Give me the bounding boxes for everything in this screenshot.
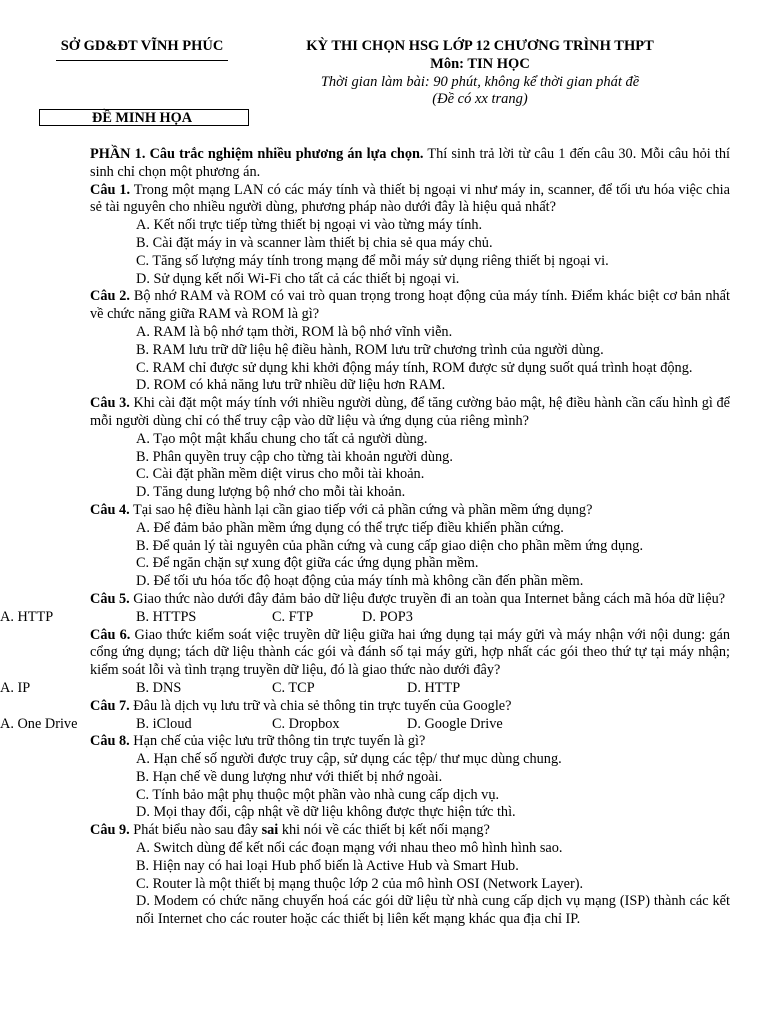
exam-content: [0, 146, 730, 929]
inline-options: [0, 609, 730, 627]
option: A. Để đảm bảo phần mềm ứng dụng có thể trực tiếp điều khiển phần cứng.: [136, 519, 564, 536]
question-label: Câu 8.: [90, 733, 130, 750]
question-text: Đâu là dịch vụ lưu trữ và chia sẻ thông tin trực tuyến của Google?: [129, 697, 512, 714]
part1-title: PHẦN 1. Câu trắc nghiệm nhiều phương án lựa chọn.: [90, 146, 424, 162]
question-text: Trong một mạng LAN có các máy tính và thiết bị ngoại vi như máy in, scanner, để tối ưu hóa việc chia sẻ tài nguyên cho nhiều người dùng, phương pháp nào dưới đây là hiệu quả nhất?: [90, 181, 730, 216]
option: A. One Drive: [0, 715, 78, 732]
question-label: Câu 4.: [90, 501, 130, 518]
question-label: Câu 6.: [90, 626, 131, 643]
option: A. RAM là bộ nhớ tạm thời, ROM là bộ nhớ vĩnh viễn.: [136, 323, 453, 340]
option: C. Tăng số lượng máy tính trong mạng để mỗi máy sử dụng riêng thiết bị ngoại vi.: [136, 252, 609, 269]
option: B. Phân quyền truy cập cho từng tài khoản người dùng.: [136, 448, 453, 465]
question-emphasis: sai: [261, 822, 279, 839]
question-8: [90, 733, 730, 751]
option: D. Mọi thay đổi, cập nhật về dữ liệu không được thực hiện tức thì.: [136, 804, 516, 821]
part1-instruction: Thí sinh trả lời từ câu 1 đến câu 30. Mỗi câu hỏi thí sinh chỉ chọn một phương án.: [90, 146, 730, 180]
question-text: Phát biểu nào sau đây: [129, 822, 262, 839]
option: B. HTTPS: [136, 608, 197, 625]
question-label: Câu 2.: [90, 288, 131, 305]
option: A. HTTP: [0, 608, 54, 625]
option: B. Hiện nay có hai loại Hub phổ biến là Active Hub và Smart Hub.: [136, 857, 519, 874]
question-text: Bộ nhớ RAM và ROM có vai trò quan trọng trong hoạt động của máy tính. Điểm khác biệt cơ bản nhất về chức năng giữa RAM và ROM là gì?: [90, 288, 730, 323]
question-text: Hạn chế của việc lưu trữ thông tin trực tuyến là gì?: [129, 733, 426, 750]
question-text: khi nói về các thiết bị kết nối mạng?: [278, 822, 490, 839]
question-2: [90, 288, 730, 324]
option: A. Switch dùng để kết nối các đoạn mạng với nhau theo mô hình hình sao.: [136, 840, 563, 857]
question-text: Giao thức nào dưới đây đảm bảo dữ liệu được truyền đi an toàn qua Internet bằng cách mã hóa dữ liệu?: [129, 590, 726, 607]
sample-exam-label: ĐỀ MINH HỌA: [39, 109, 249, 126]
option: C. Dropbox: [272, 715, 340, 732]
option: C. FTP: [272, 608, 314, 625]
option: D. Google Drive: [407, 715, 503, 732]
option: D. HTTP: [407, 679, 461, 696]
question-7: [90, 698, 730, 716]
option: B. iCloud: [136, 715, 192, 732]
option: C. Router là một thiết bị mạng thuộc lớp 2 của mô hình OSI (Network Layer).: [136, 875, 584, 892]
question-text: Khi cài đặt một máy tính với nhiều người dùng, để tăng cường bảo mật, hệ điều hành cần cấu hình gì để mỗi người dùng chỉ có thể truy cập vào dữ liệu và ứng dụng của riêng mình?: [90, 395, 730, 429]
option: B. Để quản lý tài nguyên của phần cứng và cung cấp giao diện cho phần mềm ứng dụng.: [136, 537, 644, 554]
inline-options: [0, 716, 730, 734]
question-5: [90, 591, 730, 609]
option: C. Để ngăn chặn sự xung đột giữa các ứng dụng phần mềm.: [136, 555, 479, 572]
part1-heading: [90, 146, 730, 182]
option: D. ROM có khả năng lưu trữ nhiều dữ liệu hơn RAM.: [136, 377, 446, 394]
department-name: SỞ GD&ĐT VĨNH PHÚC: [56, 38, 228, 61]
option: B. Hạn chế về dung lượng như với thiết bị nhớ ngoài.: [136, 768, 443, 785]
inline-options: [0, 680, 730, 698]
question-text: Tại sao hệ điều hành lại cần giao tiếp với cả phần cứng và phần mềm ứng dụng?: [129, 501, 593, 518]
option: A. Kết nối trực tiếp từng thiết bị ngoại vi vào từng máy tính.: [136, 217, 483, 234]
exam-pages: (Đề có xx trang): [432, 91, 528, 108]
option: B. RAM lưu trữ dữ liệu hệ điều hành, ROM lưu trữ chương trình của người dùng.: [136, 341, 604, 358]
option: A. IP: [0, 679, 31, 696]
question-9: [90, 822, 730, 840]
option: B. DNS: [136, 679, 182, 696]
question-label: Câu 7.: [90, 697, 130, 714]
option: D. Sử dụng kết nối Wi-Fi cho tất cả các thiết bị ngoại vi.: [136, 270, 460, 287]
exam-time: Thời gian làm bài: 90 phút, không kể thời gian phát đề: [320, 73, 640, 90]
question-3: [90, 395, 730, 431]
question-4: [90, 502, 730, 520]
exam-subject: Môn: TIN HỌC: [430, 55, 530, 72]
question-text: Giao thức kiểm soát việc truyền dữ liệu giữa hai ứng dụng tại máy gửi và máy nhận với nội dung: gán cổng ứng dụng; tách dữ liệu thành các gói và đánh số tại máy gửi, hợp nhất các gói theo thứ tự tại máy nhận; kiểm soát lỗi và tình trạng truyền dữ liệu, đó là giao thức nào dưới đây?: [90, 626, 730, 679]
option: A. Hạn chế số người được truy cập, sử dụng các tệp/ thư mục dùng chung.: [136, 751, 562, 768]
option: D. Để tối ưu hóa tốc độ hoạt động của máy tính mà không cần đến phần mềm.: [136, 573, 584, 590]
option: C. Cài đặt phần mềm diệt virus cho mỗi tài khoản.: [136, 466, 425, 483]
option: D. POP3: [362, 608, 413, 625]
question-6: [90, 627, 730, 680]
exam-header: [280, 38, 680, 109]
option: B. Cài đặt máy in và scanner làm thiết bị chia sẻ qua máy chủ.: [136, 234, 493, 251]
option: D. Modem có chức năng chuyển hoá các gói dữ liệu từ nhà cung cấp dịch vụ mạng (ISP) thành các kết nối Internet cho các router hoặc các thiết bị liên kết mạng khác qua địa chỉ IP.: [136, 893, 730, 928]
question-label: Câu 1.: [90, 181, 131, 198]
option: C. TCP: [272, 679, 315, 696]
option: C. RAM chỉ được sử dụng khi khởi động máy tính, ROM được sử dụng suốt quá trình hoạt động.: [136, 359, 693, 376]
option: C. Tính bảo mật phụ thuộc một phần vào nhà cung cấp dịch vụ.: [136, 786, 500, 803]
question-label: Câu 5.: [90, 590, 130, 607]
option: A. Tạo một mật khẩu chung cho tất cả người dùng.: [136, 430, 428, 447]
option: D. Tăng dung lượng bộ nhớ cho mỗi tài khoản.: [136, 484, 406, 501]
exam-title: KỲ THI CHỌN HSG LỚP 12 CHƯƠNG TRÌNH THPT: [306, 38, 654, 54]
question-label: Câu 9.: [90, 822, 130, 839]
question-label: Câu 3.: [90, 395, 130, 412]
question-1: [90, 182, 730, 218]
